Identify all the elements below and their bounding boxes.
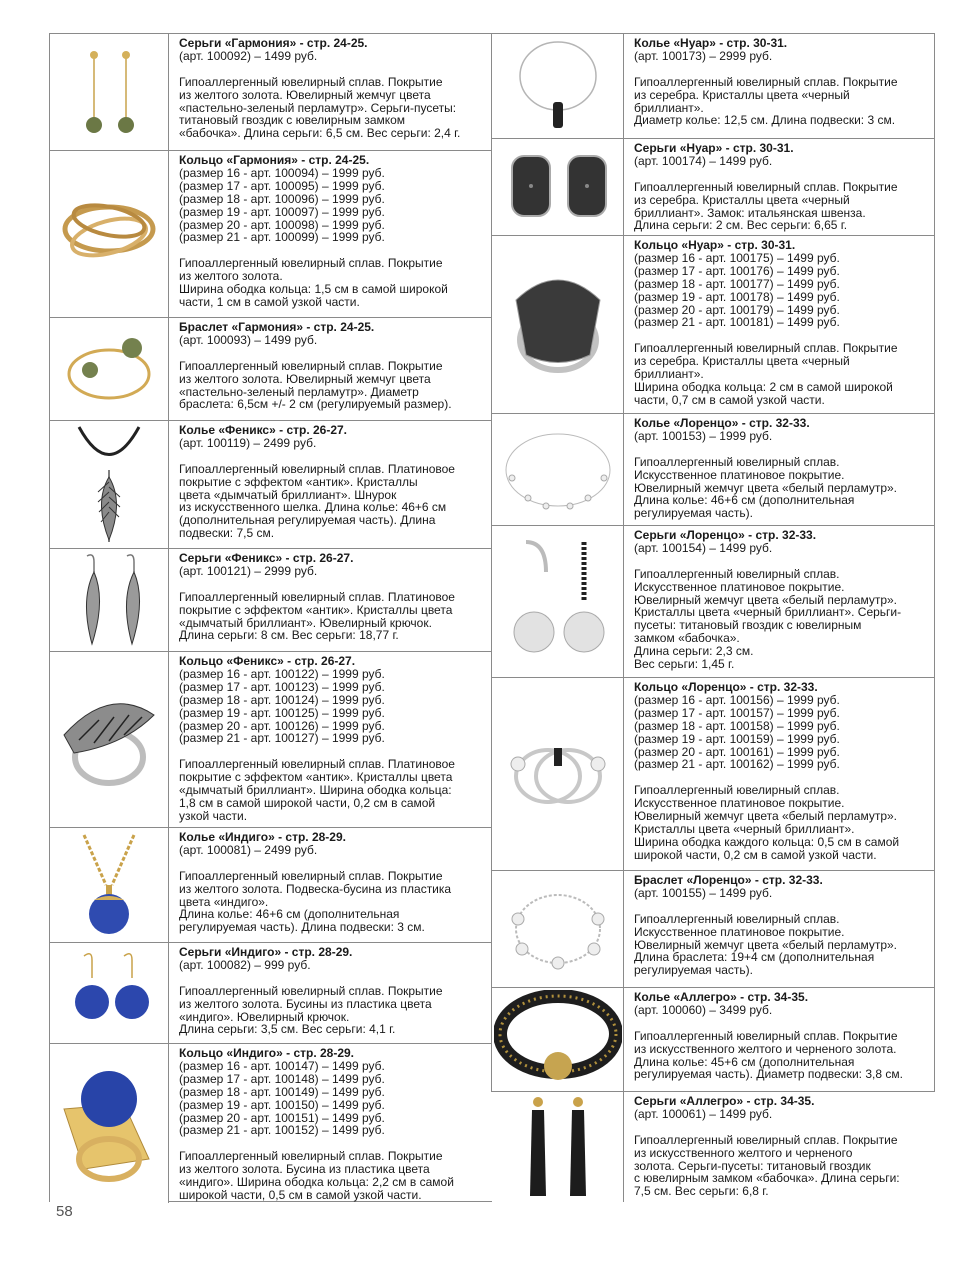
product-illustration-icon — [54, 37, 164, 147]
description-line: Гипоаллергенный ювелирный сплав. Покрытие — [634, 1132, 898, 1147]
description-line: «индиго». Ширина ободка кольца: 2,2 см в самой — [179, 1175, 454, 1190]
description-line: Ювелирный жемчуг цвета «белый перламутр». — [634, 480, 898, 495]
product-entry-feniks-earrings — [50, 549, 492, 652]
price-line: (размер 19 - арт. 100150) – 1499 руб. — [179, 1097, 385, 1112]
description-line: 1,8 см в самой широкой части, 0,2 см в самой — [179, 795, 436, 810]
price-line: (арт. 100173) – 2999 руб. — [634, 48, 773, 63]
description-line: бриллиант». — [634, 100, 704, 115]
description-line: с ювелирным замком «бабочка». Длина серьги: — [634, 1171, 900, 1186]
price-line: (размер 18 - арт. 100149) – 1499 руб. — [179, 1084, 385, 1099]
product-image-garmonia-earrings — [50, 34, 169, 150]
product-entry-lorenco-ring — [492, 678, 934, 871]
description-line: Гипоаллергенный ювелирный сплав. Платиновое — [179, 461, 455, 476]
product-image-feniks-earrings — [50, 549, 169, 651]
product-entry-feniks-ring — [50, 652, 492, 828]
price-line: (арт. 100174) – 1499 руб. — [634, 153, 773, 168]
product-text — [169, 943, 449, 1043]
product-illustration-icon — [498, 36, 618, 136]
product-text — [169, 549, 461, 651]
price-line: (арт. 100093) – 1499 руб. — [179, 332, 318, 347]
product-text — [624, 414, 903, 525]
product-entry-indigo-ring — [50, 1044, 492, 1203]
product-title: Кольцо «Нуар» - стр. 30-31. — [634, 238, 796, 252]
price-line: (арт. 100092) – 1499 руб. — [179, 48, 318, 63]
description-line: Ширина ободка кольца: 2 см в самой широкой — [634, 379, 893, 394]
product-entry-allegro-earrings — [492, 1092, 934, 1202]
product-title: Колье «Феникс» - стр. 26-27. — [179, 423, 348, 437]
product-image-indigo-necklace — [50, 828, 169, 942]
price-line: (размер 19 - арт. 100159) – 1999 руб. — [634, 731, 840, 746]
price-line: (арт. 100155) – 1499 руб. — [634, 885, 773, 900]
product-image-garmonia-ring — [50, 151, 169, 317]
price-line: (размер 16 - арт. 100156) – 1999 руб. — [634, 692, 840, 707]
price-line: (размер 21 - арт. 100099) – 1999 руб. — [179, 230, 385, 245]
product-illustration-icon — [498, 240, 618, 410]
description-line: Гипоаллергенный ювелирный сплав. Покрытие — [634, 179, 898, 194]
description-line: регулируемая часть). — [634, 963, 754, 978]
product-entry-indigo-necklace — [50, 828, 492, 943]
description-line: Гипоаллергенный ювелирный сплав. Платиновое — [179, 757, 455, 772]
product-entry-allegro-necklace — [492, 988, 934, 1092]
description-line: Гипоаллергенный ювелирный сплав. Покрытие — [634, 341, 898, 356]
product-text — [624, 526, 907, 677]
description-line: титановый гвоздик с ювелирным замком — [179, 113, 406, 128]
description-line: цвета «дымчатый бриллиант». Шнурок — [179, 487, 397, 502]
price-line: (размер 21 - арт. 100162) – 1999 руб. — [634, 757, 840, 772]
description-line: Гипоаллергенный ювелирный сплав. — [634, 911, 840, 926]
description-line: из желтого золота. Подвеска-бусина из пластика — [179, 881, 452, 896]
price-line: (арт. 100061) – 1499 руб. — [634, 1106, 773, 1121]
price-line: (размер 19 - арт. 100125) – 1999 руб. — [179, 705, 385, 720]
product-illustration-icon — [54, 159, 164, 309]
product-image-nuar-necklace — [492, 34, 624, 138]
price-line: (размер 20 - арт. 100161) – 1999 руб. — [634, 744, 840, 759]
description-line: Искусственное платиновое покрытие. — [634, 796, 845, 811]
product-illustration-icon — [54, 1049, 164, 1199]
product-entry-garmonia-ring — [50, 151, 492, 318]
description-line: покрытие с эффектом «антик». Кристаллы цвета — [179, 602, 453, 617]
description-line: Гипоаллергенный ювелирный сплав. Покрытие — [179, 74, 443, 89]
description-line: Искусственное платиновое покрытие. — [634, 579, 845, 594]
product-title: Колье «Аллегро» - стр. 34-35. — [634, 990, 809, 1004]
product-title: Колье «Нуар» - стр. 30-31. — [634, 36, 788, 50]
price-line: (размер 17 - арт. 100148) – 1499 руб. — [179, 1071, 385, 1086]
product-illustration-icon — [54, 948, 164, 1038]
page-number: 58 — [56, 1203, 73, 1220]
description-line: Вес серьги: 1,45 г. — [634, 657, 735, 672]
product-entry-lorenco-bracelet — [492, 871, 934, 988]
description-line: из серебра. Кристаллы цвета «черный — [634, 192, 850, 207]
product-text — [624, 871, 903, 987]
product-title: Кольцо «Феникс» - стр. 26-27. — [179, 654, 356, 668]
product-title: Серьги «Аллегро» - стр. 34-35. — [634, 1094, 815, 1108]
description-line: Длина серьги: 2 см. Вес серьги: 6,65 г. — [634, 218, 848, 233]
price-line: (размер 18 - арт. 100177) – 1499 руб. — [634, 276, 840, 291]
price-line: (размер 17 - арт. 100176) – 1499 руб. — [634, 263, 840, 278]
product-image-lorenco-ring — [492, 678, 624, 870]
product-image-allegro-earrings — [492, 1092, 624, 1202]
product-title: Браслет «Гармония» - стр. 24-25. — [179, 320, 375, 334]
product-illustration-icon — [498, 142, 618, 232]
price-line: (размер 21 - арт. 100127) – 1999 руб. — [179, 731, 385, 746]
description-line: Гипоаллергенный ювелирный сплав. Покрытие — [179, 1149, 443, 1164]
product-illustration-icon — [498, 1092, 618, 1202]
price-line: (размер 19 - арт. 100178) – 1499 руб. — [634, 289, 840, 304]
description-line: Ювелирный жемчуг цвета «белый перламутр». — [634, 937, 898, 952]
product-entry-nuar-earrings — [492, 139, 934, 236]
product-image-indigo-ring — [50, 1044, 169, 1203]
description-line: из желтого золота. — [179, 269, 283, 284]
description-line: Гипоаллергенный ювелирный сплав. — [634, 454, 840, 469]
price-line: (арт. 100119) – 2499 руб. — [179, 435, 317, 450]
description-line: из желтого золота. Бусина из пластика цвета — [179, 1162, 430, 1177]
product-image-nuar-earrings — [492, 139, 624, 235]
product-illustration-icon — [54, 665, 164, 815]
product-text — [624, 1092, 906, 1202]
description-line: 7,5 см. Вес серьги: 6,8 г. — [634, 1184, 769, 1199]
product-entry-nuar-ring — [492, 236, 934, 414]
price-line: (размер 17 - арт. 100123) – 1999 руб. — [179, 679, 385, 694]
product-text — [624, 988, 909, 1091]
description-line: Гипоаллергенный ювелирный сплав. Покрытие — [179, 358, 443, 373]
product-image-allegro-necklace — [492, 988, 624, 1091]
product-title: Браслет «Лоренцо» - стр. 32-33. — [634, 873, 823, 887]
description-line: Гипоаллергенный ювелирный сплав. Покрытие — [634, 74, 898, 89]
product-image-garmonia-bracelet — [50, 318, 169, 420]
product-title: Серьги «Нуар» - стр. 30-31. — [634, 141, 794, 155]
product-text — [169, 828, 457, 942]
description-line: широкой части, 0,5 см в самой узкой части. — [179, 1187, 422, 1202]
price-line: (размер 16 - арт. 100175) – 1499 руб. — [634, 250, 840, 265]
product-title: Серьги «Феникс» - стр. 26-27. — [179, 551, 354, 565]
price-line: (арт. 100081) – 2499 руб. — [179, 842, 318, 857]
product-text — [624, 139, 904, 235]
description-line: Гипоаллергенный ювелирный сплав. — [634, 783, 840, 798]
product-illustration-icon — [498, 714, 618, 834]
description-line: Длина колье: 46+6 см (дополнительная — [179, 907, 400, 922]
description-line: Диаметр колье: 12,5 см. Длина подвески: 3 см. — [634, 113, 896, 128]
description-line: регулируемая часть). — [634, 506, 754, 521]
description-line: Длина серьги: 2,3 см. — [634, 644, 754, 659]
description-line: Гипоаллергенный ювелирный сплав. — [634, 566, 840, 581]
price-line: (размер 18 - арт. 100158) – 1999 руб. — [634, 718, 840, 733]
product-title: Серьги «Гармония» - стр. 24-25. — [179, 36, 368, 50]
product-illustration-icon — [54, 324, 164, 414]
product-title: Серьги «Индиго» - стр. 28-29. — [179, 945, 353, 959]
price-line: (размер 20 - арт. 100179) – 1499 руб. — [634, 302, 840, 317]
description-line: из желтого золота. Ювелирный жемчуг цвета — [179, 87, 431, 102]
description-line: Искусственное платиновое покрытие. — [634, 467, 845, 482]
product-image-lorenco-bracelet — [492, 871, 624, 987]
product-text — [624, 678, 905, 870]
description-line: Искусственное платиновое покрытие. — [634, 924, 845, 939]
price-line: (размер 21 - арт. 100181) – 1499 руб. — [634, 315, 840, 330]
description-line: из искусственного желтого и черненого золота. — [634, 1041, 897, 1056]
price-line: (размер 20 - арт. 100126) – 1999 руб. — [179, 718, 385, 733]
description-line: узкой части. — [179, 808, 248, 823]
description-line: из желтого золота. Ювелирный жемчуг цвета — [179, 371, 431, 386]
description-line: «бабочка». Длина серьги: 6,5 см. Вес серьги: 2,4 г. — [179, 126, 461, 141]
description-line: из искусственного шелка. Длина колье: 46+6 см — [179, 500, 447, 515]
description-line: «пастельно-зеленый перламутр». Диаметр — [179, 384, 419, 399]
price-line: (арт. 100082) – 999 руб. — [179, 957, 311, 972]
product-illustration-icon — [498, 420, 618, 520]
description-line: Длина серьги: 8 см. Вес серьги: 18,77 г. — [179, 628, 399, 643]
description-line: из серебра. Кристаллы цвета «черный — [634, 354, 850, 369]
description-line: цвета «индиго». — [179, 894, 269, 909]
product-text — [169, 421, 461, 548]
description-line: Длина колье: 45+6 см (дополнительная — [634, 1054, 855, 1069]
description-line: Кристаллы цвета «черный бриллиант». — [634, 821, 855, 836]
product-text — [624, 34, 904, 138]
price-line: (размер 16 - арт. 100122) – 1999 руб. — [179, 666, 385, 681]
description-line: бриллиант». — [634, 367, 704, 382]
price-line: (арт. 100121) – 2999 руб. — [179, 563, 318, 578]
description-line: замком «бабочка». — [634, 631, 740, 646]
product-title: Кольцо «Лоренцо» - стр. 32-33. — [634, 680, 818, 694]
description-line: «пастельно-зеленый перламутр». Серьги-пусеты: — [179, 100, 457, 115]
price-line: (размер 21 - арт. 100152) – 1499 руб. — [179, 1123, 385, 1138]
product-title: Колье «Лоренцо» - стр. 32-33. — [634, 416, 810, 430]
description-line: браслета: 6,5см +/- 2 см (регулируемый размер). — [179, 397, 452, 412]
price-line: (размер 17 - арт. 100157) – 1999 руб. — [634, 705, 840, 720]
description-line: Гипоаллергенный ювелирный сплав. Платиновое — [179, 589, 455, 604]
price-line: (размер 16 - арт. 100147) – 1499 руб. — [179, 1058, 385, 1073]
product-text — [169, 151, 454, 317]
product-entry-lorenco-necklace — [492, 414, 934, 526]
description-line: Гипоаллергенный ювелирный сплав. Покрытие — [179, 256, 443, 271]
product-text — [169, 652, 461, 827]
description-line: «дымчатый бриллиант». Ширина ободка кольца: — [179, 783, 452, 798]
description-line: регулируемая часть). Диаметр подвески: 3,8 см. — [634, 1067, 903, 1082]
left-column — [49, 33, 492, 1202]
description-line: пусеты: титановый гвоздик с ювелирным — [634, 618, 862, 633]
description-line: Ювелирный жемчуг цвета «белый перламутр». — [634, 809, 898, 824]
description-line: Длина браслета: 19+4 см (дополнительная — [634, 950, 875, 965]
product-title: Серьги «Лоренцо» - стр. 32-33. — [634, 528, 817, 542]
product-title: Кольцо «Гармония» - стр. 24-25. — [179, 153, 370, 167]
product-illustration-icon — [498, 532, 618, 672]
product-entry-garmonia-earrings — [50, 34, 492, 151]
description-line: Ювелирный жемчуг цвета «белый перламутр». — [634, 592, 898, 607]
product-image-nuar-ring — [492, 236, 624, 413]
product-text — [169, 34, 466, 150]
description-line: «дымчатый бриллиант». Ювелирный крючок. — [179, 615, 432, 630]
product-entry-garmonia-bracelet — [50, 318, 492, 421]
description-line: регулируемая часть). Длина подвески: 3 см. — [179, 920, 425, 935]
description-line: Гипоаллергенный ювелирный сплав. Покрытие — [179, 868, 443, 883]
price-line: (размер 20 - арт. 100098) – 1999 руб. — [179, 217, 385, 232]
product-illustration-icon — [54, 422, 164, 547]
product-entry-indigo-earrings — [50, 943, 492, 1044]
price-line: (размер 19 - арт. 100097) – 1999 руб. — [179, 204, 385, 219]
description-line: Ширина ободка каждого кольца: 0,5 см в самой — [634, 834, 900, 849]
description-line: части, 1 см в самой узкой части. — [179, 294, 360, 309]
description-line: Длина колье: 46+6 см (дополнительная — [634, 493, 855, 508]
price-line: (размер 18 - арт. 100096) – 1999 руб. — [179, 191, 385, 206]
product-illustration-icon — [498, 879, 618, 979]
product-text — [624, 236, 904, 413]
description-line: «индиго». Ювелирный крючок. — [179, 1009, 350, 1024]
description-line: Длина серьги: 3,5 см. Вес серьги: 4,1 г. — [179, 1022, 396, 1037]
price-line: (размер 16 - арт. 100094) – 1999 руб. — [179, 165, 385, 180]
price-line: (арт. 100060) – 3499 руб. — [634, 1002, 773, 1017]
description-line: покрытие с эффектом «антик». Кристаллы — [179, 474, 418, 489]
product-entry-lorenco-earrings — [492, 526, 934, 678]
description-line: золота. Серьги-пусеты: титановый гвоздик — [634, 1158, 871, 1173]
description-line: бриллиант». Замок: итальянская швенза. — [634, 205, 866, 220]
product-title: Колье «Индиго» - стр. 28-29. — [179, 830, 346, 844]
price-line: (арт. 100153) – 1999 руб. — [634, 428, 773, 443]
product-text — [169, 1044, 460, 1203]
product-image-lorenco-necklace — [492, 414, 624, 525]
product-entry-feniks-necklace — [50, 421, 492, 549]
product-illustration-icon — [54, 550, 164, 650]
right-column — [491, 33, 935, 1199]
product-illustration-icon — [54, 830, 164, 940]
description-line: Гипоаллергенный ювелирный сплав. Покрытие — [634, 1028, 898, 1043]
product-image-lorenco-earrings — [492, 526, 624, 677]
price-line: (арт. 100154) – 1499 руб. — [634, 540, 773, 555]
product-illustration-icon — [494, 990, 622, 1090]
product-text — [169, 318, 458, 420]
price-line: (размер 18 - арт. 100124) – 1999 руб. — [179, 692, 385, 707]
product-entry-nuar-necklace — [492, 34, 934, 139]
price-line: (размер 17 - арт. 100095) – 1999 руб. — [179, 178, 385, 193]
description-line: Ширина ободка кольца: 1,5 см в самой широкой — [179, 282, 448, 297]
product-image-feniks-necklace — [50, 421, 169, 548]
description-line: из серебра. Кристаллы цвета «черный — [634, 87, 850, 102]
description-line: Гипоаллергенный ювелирный сплав. Покрытие — [179, 983, 443, 998]
description-line: покрытие с эффектом «антик». Кристаллы цвета — [179, 770, 453, 785]
product-title: Кольцо «Индиго» - стр. 28-29. — [179, 1046, 355, 1060]
description-line: из желтого золота. Бусины из пластика цвета — [179, 996, 432, 1011]
description-line: подвески: 7,5 см. — [179, 526, 275, 541]
product-image-feniks-ring — [50, 652, 169, 827]
description-line: широкой части, 0,2 см в самой узкой части. — [634, 847, 877, 862]
price-line: (размер 20 - арт. 100151) – 1499 руб. — [179, 1110, 385, 1125]
description-line: Кристаллы цвета «черный бриллиант». Серьги- — [634, 605, 902, 620]
product-image-indigo-earrings — [50, 943, 169, 1043]
description-line: (дополнительная регулируемая часть). Длина — [179, 513, 436, 528]
description-line: из искусственного желтого и черненого — [634, 1145, 853, 1160]
description-line: части, 0,7 см в самой узкой части. — [634, 392, 825, 407]
